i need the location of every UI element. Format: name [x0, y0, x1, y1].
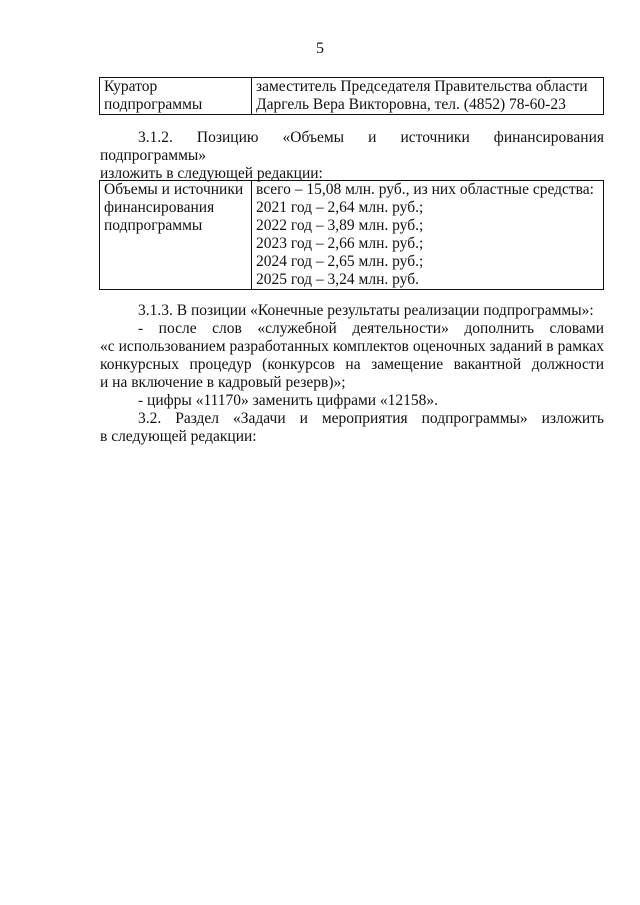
paragraph-line: и на включение в кадровый резерв)»; [100, 374, 346, 391]
curator-label-line: подпрограммы [104, 96, 203, 113]
paragraph-line: в следующей редакции: [100, 428, 257, 445]
paragraph-line: 3.2. Раздел «Задачи и мероприятия подпрограммы» изложить [138, 410, 604, 427]
table-row [100, 181, 604, 290]
curator-value-cell [252, 78, 604, 115]
financing-label-line: финансирования [104, 199, 215, 216]
paragraph-line: - цифры «11170» заменить цифрами «12158». [138, 392, 439, 409]
paragraph-line: - после слов «служебной деятельности» дополнить словами [138, 320, 604, 337]
paragraph-3-1-3 [100, 302, 604, 410]
paragraph-line: изложить в следующей редакции: [100, 165, 323, 182]
paragraph-line: «с использованием разработанных комплектов оценочных заданий в рамках [100, 338, 604, 355]
curator-label-cell [100, 78, 252, 115]
financing-value-line: 2025 год – 3,24 млн. руб. [256, 271, 419, 288]
paragraph-line: конкурсных процедур (конкурсов на замещение вакантной должности [100, 356, 604, 373]
financing-value-line: 2023 год – 2,66 млн. руб.; [256, 235, 424, 252]
curator-value-line: Даргель Вера Викторовна, тел. (4852) 78-60-23 [256, 96, 566, 113]
paragraph-line: 3.1.3. В позиции «Конечные результаты реализации подпрограммы»: [138, 302, 594, 319]
page-number: 5 [316, 40, 324, 57]
financing-label-cell [100, 181, 252, 290]
financing-label-line: Объемы и источники [104, 181, 244, 198]
curator-value-line: заместитель Председателя Правительства области [256, 78, 588, 95]
financing-value-line: 2021 год – 2,64 млн. руб.; [256, 199, 424, 216]
paragraph-line: 3.1.2. Позицию «Объемы и источники финансирования подпрограммы» [100, 129, 604, 164]
paragraph-3-1-2 [100, 129, 604, 183]
financing-value-line: 2024 год – 2,65 млн. руб.; [256, 253, 424, 270]
curator-label-line: Куратор [104, 78, 158, 95]
financing-value-line: всего – 15,08 млн. руб., из них областные средства: [256, 181, 594, 198]
financing-value-line: 2022 год – 3,89 млн. руб.; [256, 217, 424, 234]
curator-table [99, 77, 604, 115]
financing-table [99, 180, 604, 290]
paragraph-3-2 [100, 410, 604, 446]
table-row [100, 78, 604, 115]
financing-value-cell [252, 181, 604, 290]
financing-label-line: подпрограммы [104, 217, 203, 234]
